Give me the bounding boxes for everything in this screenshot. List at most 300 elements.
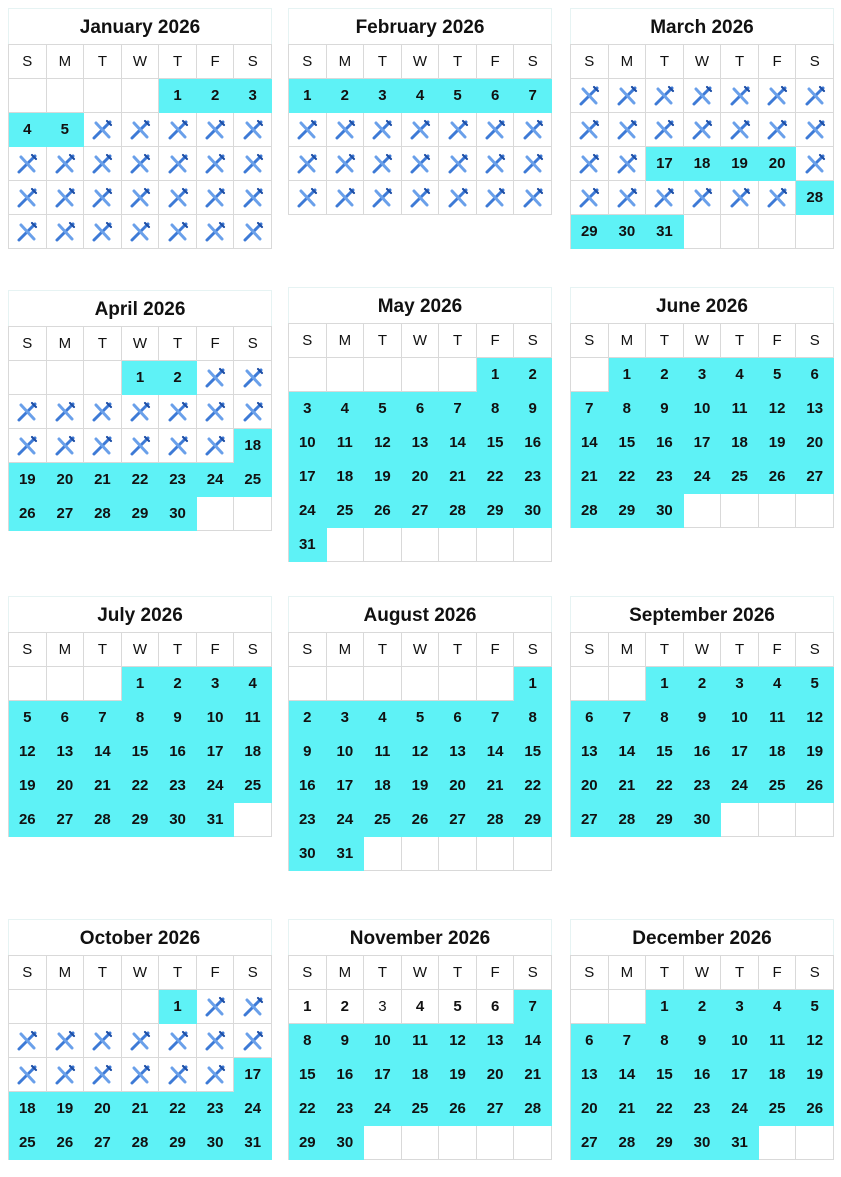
day-cell[interactable]: 16	[289, 769, 327, 803]
crossed-day-icon[interactable]	[364, 181, 402, 215]
day-cell[interactable]: 29	[289, 1126, 327, 1160]
day-cell[interactable]: 5	[364, 392, 402, 426]
day-cell[interactable]: 18	[759, 1058, 797, 1092]
day-cell[interactable]: 17	[646, 147, 684, 181]
day-cell[interactable]: 21	[609, 769, 647, 803]
day-cell[interactable]: 1	[646, 990, 684, 1024]
day-cell[interactable]: 27	[571, 803, 609, 837]
day-cell[interactable]: 20	[759, 147, 797, 181]
crossed-day-icon[interactable]	[796, 147, 834, 181]
day-cell[interactable]: 2	[197, 79, 235, 113]
day-cell[interactable]: 16	[684, 735, 722, 769]
day-cell[interactable]: 28	[609, 1126, 647, 1160]
day-cell[interactable]: 1	[122, 361, 160, 395]
day-cell[interactable]: 29	[646, 1126, 684, 1160]
day-cell[interactable]: 5	[759, 358, 797, 392]
day-cell[interactable]: 29	[646, 803, 684, 837]
day-cell[interactable]: 5	[439, 79, 477, 113]
day-cell[interactable]: 20	[47, 463, 85, 497]
day-cell[interactable]: 2	[159, 361, 197, 395]
day-cell[interactable]: 8	[289, 1024, 327, 1058]
day-cell[interactable]: 11	[402, 1024, 440, 1058]
day-cell[interactable]: 15	[122, 735, 160, 769]
day-cell[interactable]: 18	[684, 147, 722, 181]
day-cell[interactable]: 13	[571, 1058, 609, 1092]
day-cell[interactable]: 31	[234, 1126, 272, 1160]
day-cell[interactable]: 26	[364, 494, 402, 528]
day-cell[interactable]: 11	[759, 1024, 797, 1058]
crossed-day-icon[interactable]	[47, 1058, 85, 1092]
day-cell[interactable]: 21	[84, 463, 122, 497]
day-cell[interactable]: 19	[402, 769, 440, 803]
crossed-day-icon[interactable]	[159, 429, 197, 463]
day-cell[interactable]: 15	[289, 1058, 327, 1092]
crossed-day-icon[interactable]	[122, 181, 160, 215]
day-cell[interactable]: 9	[289, 735, 327, 769]
day-cell[interactable]: 25	[759, 1092, 797, 1126]
day-cell[interactable]: 16	[159, 735, 197, 769]
day-cell[interactable]: 4	[234, 667, 272, 701]
day-cell[interactable]: 1	[477, 358, 515, 392]
crossed-day-icon[interactable]	[646, 181, 684, 215]
day-cell[interactable]: 2	[289, 701, 327, 735]
day-cell[interactable]: 27	[477, 1092, 515, 1126]
crossed-day-icon[interactable]	[9, 215, 47, 249]
day-cell[interactable]: 30	[684, 1126, 722, 1160]
day-cell[interactable]: 25	[721, 460, 759, 494]
day-cell[interactable]: 28	[609, 803, 647, 837]
day-cell[interactable]: 22	[646, 769, 684, 803]
day-cell[interactable]: 29	[514, 803, 552, 837]
crossed-day-icon[interactable]	[159, 147, 197, 181]
crossed-day-icon[interactable]	[122, 113, 160, 147]
crossed-day-icon[interactable]	[234, 147, 272, 181]
crossed-day-icon[interactable]	[796, 79, 834, 113]
crossed-day-icon[interactable]	[197, 147, 235, 181]
day-cell[interactable]: 13	[439, 735, 477, 769]
day-cell[interactable]: 11	[364, 735, 402, 769]
day-cell[interactable]: 31	[327, 837, 365, 871]
day-cell[interactable]: 7	[514, 990, 552, 1024]
day-cell[interactable]: 27	[571, 1126, 609, 1160]
day-cell[interactable]: 17	[197, 735, 235, 769]
crossed-day-icon[interactable]	[159, 395, 197, 429]
day-cell[interactable]: 12	[759, 392, 797, 426]
crossed-day-icon[interactable]	[84, 215, 122, 249]
day-cell[interactable]: 12	[439, 1024, 477, 1058]
day-cell[interactable]: 6	[571, 1024, 609, 1058]
day-cell[interactable]: 23	[197, 1092, 235, 1126]
day-cell[interactable]: 27	[796, 460, 834, 494]
day-cell[interactable]: 6	[47, 701, 85, 735]
crossed-day-icon[interactable]	[197, 181, 235, 215]
day-cell[interactable]: 2	[646, 358, 684, 392]
day-cell[interactable]: 3	[721, 990, 759, 1024]
day-cell[interactable]: 2	[684, 990, 722, 1024]
day-cell[interactable]: 9	[514, 392, 552, 426]
crossed-day-icon[interactable]	[402, 113, 440, 147]
day-cell[interactable]: 12	[402, 735, 440, 769]
day-cell[interactable]: 7	[477, 701, 515, 735]
day-cell[interactable]: 11	[327, 426, 365, 460]
day-cell[interactable]: 10	[197, 701, 235, 735]
day-cell[interactable]: 23	[646, 460, 684, 494]
crossed-day-icon[interactable]	[47, 215, 85, 249]
day-cell[interactable]: 24	[721, 769, 759, 803]
day-cell[interactable]: 21	[122, 1092, 160, 1126]
crossed-day-icon[interactable]	[84, 429, 122, 463]
day-cell[interactable]: 20	[571, 1092, 609, 1126]
day-cell[interactable]: 8	[609, 392, 647, 426]
day-cell[interactable]: 19	[721, 147, 759, 181]
day-cell[interactable]: 15	[514, 735, 552, 769]
crossed-day-icon[interactable]	[234, 361, 272, 395]
crossed-day-icon[interactable]	[159, 181, 197, 215]
day-cell[interactable]: 22	[289, 1092, 327, 1126]
day-cell[interactable]: 5	[439, 990, 477, 1024]
day-cell[interactable]: 20	[402, 460, 440, 494]
day-cell[interactable]: 18	[364, 769, 402, 803]
crossed-day-icon[interactable]	[84, 1024, 122, 1058]
day-cell[interactable]: 20	[477, 1058, 515, 1092]
day-cell[interactable]: 10	[721, 1024, 759, 1058]
day-cell[interactable]: 4	[759, 990, 797, 1024]
day-cell[interactable]: 10	[364, 1024, 402, 1058]
day-cell[interactable]: 15	[609, 426, 647, 460]
day-cell[interactable]: 21	[571, 460, 609, 494]
day-cell[interactable]: 20	[47, 769, 85, 803]
day-cell[interactable]: 3	[684, 358, 722, 392]
day-cell[interactable]: 15	[477, 426, 515, 460]
day-cell[interactable]: 26	[439, 1092, 477, 1126]
day-cell[interactable]: 17	[234, 1058, 272, 1092]
day-cell[interactable]: 18	[402, 1058, 440, 1092]
day-cell[interactable]: 11	[759, 701, 797, 735]
day-cell[interactable]: 3	[289, 392, 327, 426]
crossed-day-icon[interactable]	[234, 181, 272, 215]
crossed-day-icon[interactable]	[47, 181, 85, 215]
crossed-day-icon[interactable]	[571, 113, 609, 147]
crossed-day-icon[interactable]	[721, 79, 759, 113]
crossed-day-icon[interactable]	[609, 113, 647, 147]
day-cell[interactable]: 20	[796, 426, 834, 460]
day-cell[interactable]: 3	[721, 667, 759, 701]
day-cell[interactable]: 14	[439, 426, 477, 460]
day-cell[interactable]: 17	[289, 460, 327, 494]
crossed-day-icon[interactable]	[84, 113, 122, 147]
day-cell[interactable]: 23	[159, 463, 197, 497]
day-cell[interactable]: 13	[796, 392, 834, 426]
day-cell[interactable]: 29	[609, 494, 647, 528]
day-cell[interactable]: 9	[646, 392, 684, 426]
crossed-day-icon[interactable]	[477, 181, 515, 215]
crossed-day-icon[interactable]	[9, 395, 47, 429]
crossed-day-icon[interactable]	[759, 79, 797, 113]
day-cell[interactable]: 30	[609, 215, 647, 249]
day-cell[interactable]: 25	[327, 494, 365, 528]
day-cell[interactable]: 27	[402, 494, 440, 528]
crossed-day-icon[interactable]	[197, 1024, 235, 1058]
crossed-day-icon[interactable]	[122, 147, 160, 181]
day-cell[interactable]: 2	[327, 79, 365, 113]
day-cell[interactable]: 23	[684, 1092, 722, 1126]
day-cell[interactable]: 29	[159, 1126, 197, 1160]
day-cell[interactable]: 28	[477, 803, 515, 837]
crossed-day-icon[interactable]	[796, 113, 834, 147]
day-cell[interactable]: 29	[122, 497, 160, 531]
day-cell[interactable]: 27	[47, 803, 85, 837]
day-cell[interactable]: 4	[402, 990, 440, 1024]
crossed-day-icon[interactable]	[646, 113, 684, 147]
crossed-day-icon[interactable]	[47, 1024, 85, 1058]
day-cell[interactable]: 24	[289, 494, 327, 528]
crossed-day-icon[interactable]	[234, 215, 272, 249]
crossed-day-icon[interactable]	[159, 1024, 197, 1058]
crossed-day-icon[interactable]	[84, 1058, 122, 1092]
crossed-day-icon[interactable]	[439, 147, 477, 181]
day-cell[interactable]: 19	[796, 1058, 834, 1092]
day-cell[interactable]: 22	[477, 460, 515, 494]
day-cell[interactable]: 28	[84, 803, 122, 837]
day-cell[interactable]: 6	[796, 358, 834, 392]
crossed-day-icon[interactable]	[289, 113, 327, 147]
day-cell[interactable]: 21	[84, 769, 122, 803]
day-cell[interactable]: 4	[759, 667, 797, 701]
day-cell[interactable]: 5	[796, 990, 834, 1024]
day-cell[interactable]: 16	[684, 1058, 722, 1092]
day-cell[interactable]: 10	[327, 735, 365, 769]
crossed-day-icon[interactable]	[609, 147, 647, 181]
day-cell[interactable]: 7	[439, 392, 477, 426]
day-cell[interactable]: 9	[684, 701, 722, 735]
day-cell[interactable]: 24	[234, 1092, 272, 1126]
day-cell[interactable]: 3	[364, 990, 402, 1024]
crossed-day-icon[interactable]	[9, 147, 47, 181]
crossed-day-icon[interactable]	[9, 1024, 47, 1058]
day-cell[interactable]: 8	[477, 392, 515, 426]
crossed-day-icon[interactable]	[9, 181, 47, 215]
day-cell[interactable]: 13	[571, 735, 609, 769]
day-cell[interactable]: 22	[646, 1092, 684, 1126]
crossed-day-icon[interactable]	[571, 79, 609, 113]
crossed-day-icon[interactable]	[84, 147, 122, 181]
day-cell[interactable]: 4	[364, 701, 402, 735]
day-cell[interactable]: 24	[197, 463, 235, 497]
day-cell[interactable]: 18	[234, 735, 272, 769]
day-cell[interactable]: 24	[721, 1092, 759, 1126]
day-cell[interactable]: 25	[9, 1126, 47, 1160]
day-cell[interactable]: 30	[289, 837, 327, 871]
day-cell[interactable]: 30	[646, 494, 684, 528]
crossed-day-icon[interactable]	[234, 990, 272, 1024]
day-cell[interactable]: 19	[9, 769, 47, 803]
day-cell[interactable]: 17	[721, 735, 759, 769]
day-cell[interactable]: 18	[234, 429, 272, 463]
day-cell[interactable]: 15	[646, 735, 684, 769]
day-cell[interactable]: 3	[234, 79, 272, 113]
day-cell[interactable]: 9	[684, 1024, 722, 1058]
day-cell[interactable]: 2	[514, 358, 552, 392]
day-cell[interactable]: 21	[609, 1092, 647, 1126]
day-cell[interactable]: 9	[159, 701, 197, 735]
day-cell[interactable]: 10	[289, 426, 327, 460]
day-cell[interactable]: 1	[514, 667, 552, 701]
day-cell[interactable]: 29	[571, 215, 609, 249]
day-cell[interactable]: 16	[646, 426, 684, 460]
day-cell[interactable]: 18	[9, 1092, 47, 1126]
crossed-day-icon[interactable]	[759, 181, 797, 215]
day-cell[interactable]: 1	[609, 358, 647, 392]
day-cell[interactable]: 19	[796, 735, 834, 769]
crossed-day-icon[interactable]	[122, 215, 160, 249]
day-cell[interactable]: 26	[796, 1092, 834, 1126]
day-cell[interactable]: 25	[364, 803, 402, 837]
crossed-day-icon[interactable]	[514, 181, 552, 215]
day-cell[interactable]: 7	[571, 392, 609, 426]
day-cell[interactable]: 9	[327, 1024, 365, 1058]
day-cell[interactable]: 29	[122, 803, 160, 837]
day-cell[interactable]: 25	[234, 463, 272, 497]
day-cell[interactable]: 20	[571, 769, 609, 803]
day-cell[interactable]: 20	[84, 1092, 122, 1126]
crossed-day-icon[interactable]	[159, 113, 197, 147]
day-cell[interactable]: 24	[364, 1092, 402, 1126]
day-cell[interactable]: 6	[571, 701, 609, 735]
day-cell[interactable]: 6	[439, 701, 477, 735]
day-cell[interactable]: 13	[47, 735, 85, 769]
crossed-day-icon[interactable]	[197, 990, 235, 1024]
day-cell[interactable]: 7	[84, 701, 122, 735]
day-cell[interactable]: 1	[289, 990, 327, 1024]
day-cell[interactable]: 1	[159, 990, 197, 1024]
crossed-day-icon[interactable]	[439, 181, 477, 215]
day-cell[interactable]: 5	[796, 667, 834, 701]
day-cell[interactable]: 5	[402, 701, 440, 735]
day-cell[interactable]: 24	[327, 803, 365, 837]
day-cell[interactable]: 26	[47, 1126, 85, 1160]
day-cell[interactable]: 30	[684, 803, 722, 837]
crossed-day-icon[interactable]	[84, 181, 122, 215]
day-cell[interactable]: 12	[796, 701, 834, 735]
crossed-day-icon[interactable]	[122, 1058, 160, 1092]
crossed-day-icon[interactable]	[159, 1058, 197, 1092]
day-cell[interactable]: 27	[47, 497, 85, 531]
crossed-day-icon[interactable]	[571, 147, 609, 181]
day-cell[interactable]: 22	[609, 460, 647, 494]
day-cell[interactable]: 21	[439, 460, 477, 494]
day-cell[interactable]: 14	[609, 1058, 647, 1092]
day-cell[interactable]: 17	[327, 769, 365, 803]
crossed-day-icon[interactable]	[364, 147, 402, 181]
day-cell[interactable]: 31	[646, 215, 684, 249]
day-cell[interactable]: 1	[122, 667, 160, 701]
day-cell[interactable]: 30	[514, 494, 552, 528]
day-cell[interactable]: 18	[721, 426, 759, 460]
crossed-day-icon[interactable]	[234, 113, 272, 147]
crossed-day-icon[interactable]	[721, 181, 759, 215]
day-cell[interactable]: 26	[402, 803, 440, 837]
day-cell[interactable]: 21	[514, 1058, 552, 1092]
day-cell[interactable]: 4	[402, 79, 440, 113]
day-cell[interactable]: 27	[439, 803, 477, 837]
day-cell[interactable]: 28	[122, 1126, 160, 1160]
day-cell[interactable]: 7	[514, 79, 552, 113]
day-cell[interactable]: 23	[289, 803, 327, 837]
crossed-day-icon[interactable]	[327, 147, 365, 181]
day-cell[interactable]: 2	[159, 667, 197, 701]
day-cell[interactable]: 24	[684, 460, 722, 494]
crossed-day-icon[interactable]	[197, 215, 235, 249]
crossed-day-icon[interactable]	[402, 181, 440, 215]
crossed-day-icon[interactable]	[234, 1024, 272, 1058]
day-cell[interactable]: 14	[84, 735, 122, 769]
day-cell[interactable]: 30	[159, 803, 197, 837]
crossed-day-icon[interactable]	[197, 395, 235, 429]
day-cell[interactable]: 26	[9, 497, 47, 531]
day-cell[interactable]: 1	[159, 79, 197, 113]
crossed-day-icon[interactable]	[759, 113, 797, 147]
day-cell[interactable]: 8	[514, 701, 552, 735]
crossed-day-icon[interactable]	[477, 147, 515, 181]
day-cell[interactable]: 12	[9, 735, 47, 769]
day-cell[interactable]: 26	[759, 460, 797, 494]
day-cell[interactable]: 8	[646, 701, 684, 735]
crossed-day-icon[interactable]	[84, 395, 122, 429]
day-cell[interactable]: 12	[364, 426, 402, 460]
day-cell[interactable]: 7	[609, 1024, 647, 1058]
day-cell[interactable]: 19	[439, 1058, 477, 1092]
day-cell[interactable]: 22	[159, 1092, 197, 1126]
day-cell[interactable]: 11	[721, 392, 759, 426]
day-cell[interactable]: 30	[197, 1126, 235, 1160]
day-cell[interactable]: 25	[234, 769, 272, 803]
day-cell[interactable]: 26	[796, 769, 834, 803]
crossed-day-icon[interactable]	[122, 1024, 160, 1058]
crossed-day-icon[interactable]	[477, 113, 515, 147]
crossed-day-icon[interactable]	[122, 395, 160, 429]
day-cell[interactable]: 18	[759, 735, 797, 769]
day-cell[interactable]: 28	[796, 181, 834, 215]
crossed-day-icon[interactable]	[197, 113, 235, 147]
day-cell[interactable]: 16	[514, 426, 552, 460]
day-cell[interactable]: 27	[84, 1126, 122, 1160]
day-cell[interactable]: 2	[684, 667, 722, 701]
day-cell[interactable]: 23	[159, 769, 197, 803]
day-cell[interactable]: 23	[514, 460, 552, 494]
crossed-day-icon[interactable]	[122, 429, 160, 463]
day-cell[interactable]: 17	[684, 426, 722, 460]
crossed-day-icon[interactable]	[514, 147, 552, 181]
crossed-day-icon[interactable]	[646, 79, 684, 113]
crossed-day-icon[interactable]	[159, 215, 197, 249]
day-cell[interactable]: 10	[721, 701, 759, 735]
day-cell[interactable]: 8	[122, 701, 160, 735]
day-cell[interactable]: 21	[477, 769, 515, 803]
day-cell[interactable]: 14	[477, 735, 515, 769]
day-cell[interactable]: 5	[9, 701, 47, 735]
crossed-day-icon[interactable]	[47, 429, 85, 463]
day-cell[interactable]: 31	[197, 803, 235, 837]
crossed-day-icon[interactable]	[721, 113, 759, 147]
crossed-day-icon[interactable]	[514, 113, 552, 147]
day-cell[interactable]: 25	[759, 769, 797, 803]
day-cell[interactable]: 12	[796, 1024, 834, 1058]
crossed-day-icon[interactable]	[327, 113, 365, 147]
crossed-day-icon[interactable]	[327, 181, 365, 215]
day-cell[interactable]: 31	[289, 528, 327, 562]
day-cell[interactable]: 2	[327, 990, 365, 1024]
day-cell[interactable]: 7	[609, 701, 647, 735]
